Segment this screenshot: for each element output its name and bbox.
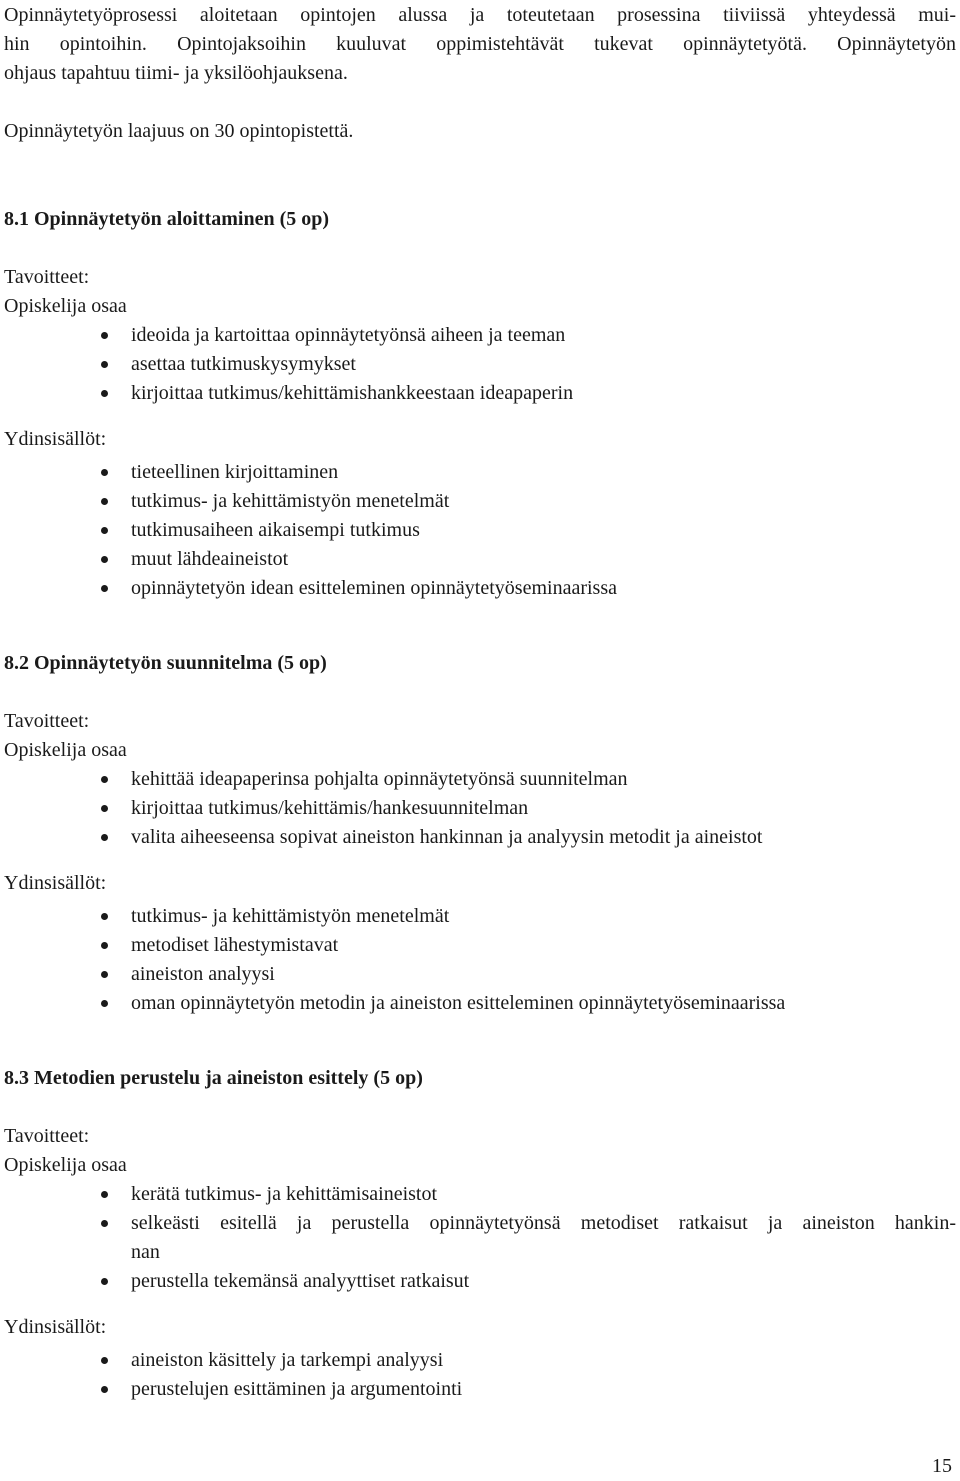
list-item: tutkimus- ja kehittämistyön menetelmät [4, 487, 956, 516]
list-item: tutkimusaiheen aikaisempi tutkimus [4, 516, 956, 545]
goals-list [4, 1180, 960, 1296]
goals-label: Tavoitteet: [4, 710, 90, 732]
list-item [4, 1209, 956, 1267]
scope-text: Opinnäytetyön laajuus on 30 opintopistettä. [4, 120, 354, 142]
page-number: 15 [932, 1455, 952, 1477]
contents-list [4, 1346, 960, 1404]
list-item: kirjoittaa tutkimus/kehittämis/hankesuunnitelman [4, 794, 956, 823]
list-item: kirjoittaa tutkimus/kehittämishankkeestaan ideapaperin [4, 379, 956, 408]
list-item: valita aiheeseensa sopivat aineiston hankinnan ja analyysin metodit ja aineistot [4, 823, 956, 852]
list-item: perustella tekemänsä analyyttiset ratkaisut [4, 1267, 956, 1296]
list-item: kehittää ideapaperinsa pohjalta opinnäytetyönsä suunnitelman [4, 765, 956, 794]
goals-label: Tavoitteet: [4, 1125, 90, 1147]
list-item: perustelujen esittäminen ja argumentointi [4, 1375, 956, 1404]
list-item: aineiston analyysi [4, 960, 956, 989]
goals-list [4, 765, 960, 852]
intro-line: hin opintoihin. Opintojaksoihin kuuluvat oppimistehtävät tukevat opinnäytetyötä. Opinnäytetyön [4, 33, 956, 55]
section-8-2 [4, 649, 960, 1018]
intro-paragraph [4, 0, 960, 88]
section-title: 8.3 Metodien perustelu ja aineiston esittely (5 op) [4, 1067, 423, 1089]
section-title: 8.2 Opinnäytetyön suunnitelma (5 op) [4, 652, 327, 674]
list-item: oman opinnäytetyön metodin ja aineiston esitteleminen opinnäytetyöseminaarissa [4, 989, 956, 1018]
list-item: metodiset lähestymistavat [4, 931, 956, 960]
list-item: muut lähdeaineistot [4, 545, 956, 574]
list-item: aineiston käsittely ja tarkempi analyysi [4, 1346, 956, 1375]
list-item: tutkimus- ja kehittämistyön menetelmät [4, 902, 956, 931]
intro-line: ohjaus tapahtuu tiimi- ja yksilöohjauksena. [4, 62, 348, 84]
list-item: asettaa tutkimuskysymykset [4, 350, 956, 379]
intro-line: Opinnäytetyöprosessi aloitetaan opintojen alussa ja toteutetaan prosessina tiiviissä yhteydessä mui- [4, 4, 956, 26]
list-item-text-wrap: nan [131, 1241, 160, 1263]
list-item: kerätä tutkimus- ja kehittämisaineistot [4, 1180, 956, 1209]
list-item: tieteellinen kirjoittaminen [4, 458, 956, 487]
section-title: 8.1 Opinnäytetyön aloittaminen (5 op) [4, 208, 330, 230]
list-item: opinnäytetyön idean esitteleminen opinnäytetyöseminaarissa [4, 574, 956, 603]
student-label: Opiskelija osaa [4, 1154, 127, 1176]
student-label: Opiskelija osaa [4, 295, 127, 317]
contents-label: Ydinsisällöt: [4, 872, 107, 894]
contents-label: Ydinsisällöt: [4, 428, 107, 450]
contents-label: Ydinsisällöt: [4, 1316, 107, 1338]
contents-list [4, 902, 960, 1018]
goals-label: Tavoitteet: [4, 266, 90, 288]
document-page [4, 0, 960, 1404]
section-8-3 [4, 1064, 960, 1404]
section-8-1 [4, 205, 960, 603]
contents-list [4, 458, 960, 603]
goals-list [4, 321, 960, 408]
student-label: Opiskelija osaa [4, 739, 127, 761]
list-item-text: selkeästi esitellä ja perustella opinnäytetyönsä metodiset ratkaisut ja aineiston hankin- [131, 1212, 956, 1234]
list-item: ideoida ja kartoittaa opinnäytetyönsä aiheen ja teeman [4, 321, 956, 350]
